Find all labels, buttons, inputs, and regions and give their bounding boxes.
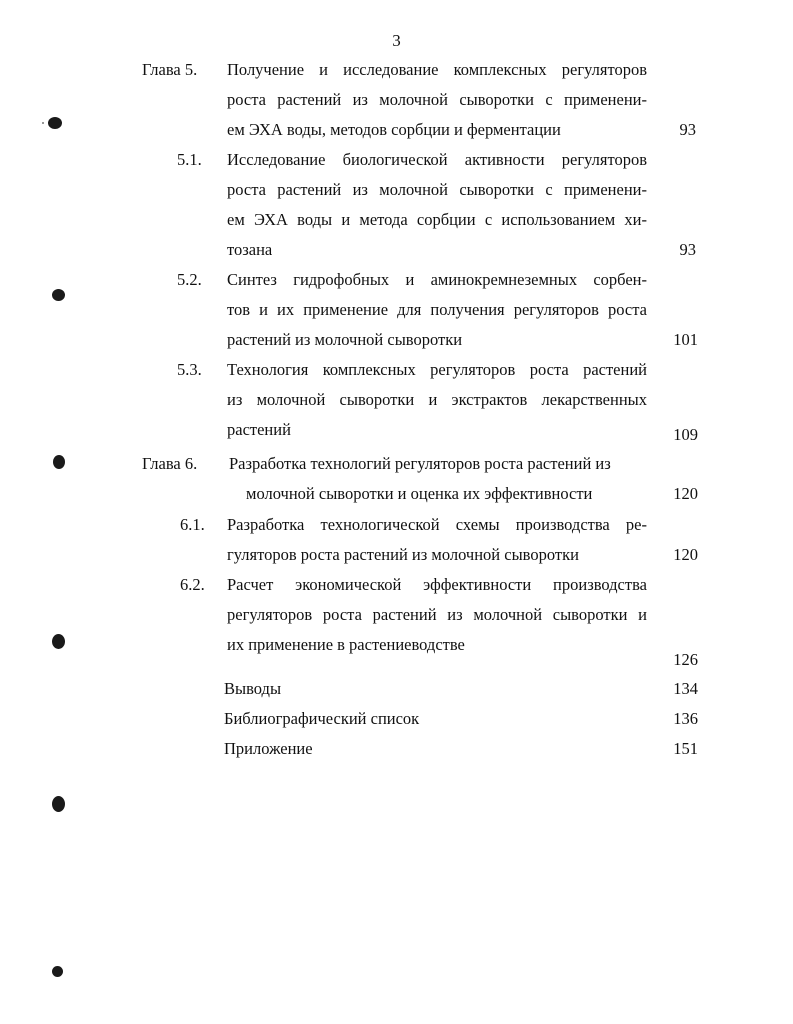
- toc-page: 120: [673, 484, 698, 503]
- toc-entry-title: Библиографический список: [224, 709, 420, 728]
- toc-label: 5.2.: [177, 270, 202, 289]
- toc-entry-title: Получение и исследование комплексных регуляторов роста растений из молочной сыворотки с применени- ем ЭХА воды, методов сорбции и ферментации: [227, 60, 647, 139]
- scan-blot: [53, 455, 65, 469]
- toc-entry-title: Приложение: [224, 739, 313, 758]
- toc-page: 126: [673, 650, 698, 669]
- toc-page: 109: [673, 425, 698, 444]
- page-number: 3: [392, 31, 401, 50]
- toc-label: 5.1.: [177, 150, 202, 169]
- toc-page: 151: [673, 739, 698, 758]
- toc-page: 120: [673, 545, 698, 564]
- toc-page: 93: [679, 120, 696, 139]
- toc-label: 6.1.: [180, 515, 205, 534]
- scan-blot: [52, 796, 65, 812]
- toc-entry-title: Расчет экономической эффективности производства регуляторов роста растений из молочной сыворотки и их применение в растениеводстве: [227, 575, 647, 654]
- toc-entry-title: Выводы: [224, 679, 282, 698]
- scan-blot: [52, 634, 65, 649]
- toc-label: 5.3.: [177, 360, 202, 379]
- toc-entry-title: Разработка технологической схемы производства ре- гуляторов роста растений из молочной сыворотки: [227, 515, 647, 564]
- toc-page: 93: [679, 240, 696, 259]
- toc-page: 134: [673, 679, 698, 698]
- scan-blot: [48, 117, 62, 129]
- toc-entry-title: Синтез гидрофобных и аминокремнеземных сорбен- тов и их применение для получения регуляторов роста растений из молочной сыворотки: [227, 270, 647, 349]
- toc-page: 101: [673, 330, 698, 349]
- toc-label: Глава 5.: [142, 60, 198, 79]
- scan-blot: [52, 289, 65, 301]
- scan-blot: [52, 966, 63, 977]
- toc-label: 6.2.: [180, 575, 205, 594]
- toc-page: 136: [673, 709, 698, 728]
- toc-entry-title: Разработка технологий регуляторов роста растений из молочной сыворотки и оценка их эффективности: [229, 454, 611, 503]
- scan-speck: [42, 122, 44, 124]
- toc-entry-title: Исследование биологической активности регуляторов роста растений из молочной сыворотки с применени- ем ЭХА воды и метода сорбции с использованием хи- тозана: [227, 150, 647, 259]
- toc-entry-title: Технология комплексных регуляторов роста растений из молочной сыворотки и экстрактов лекарственных растений: [227, 360, 647, 439]
- toc-label: Глава 6.: [142, 454, 198, 473]
